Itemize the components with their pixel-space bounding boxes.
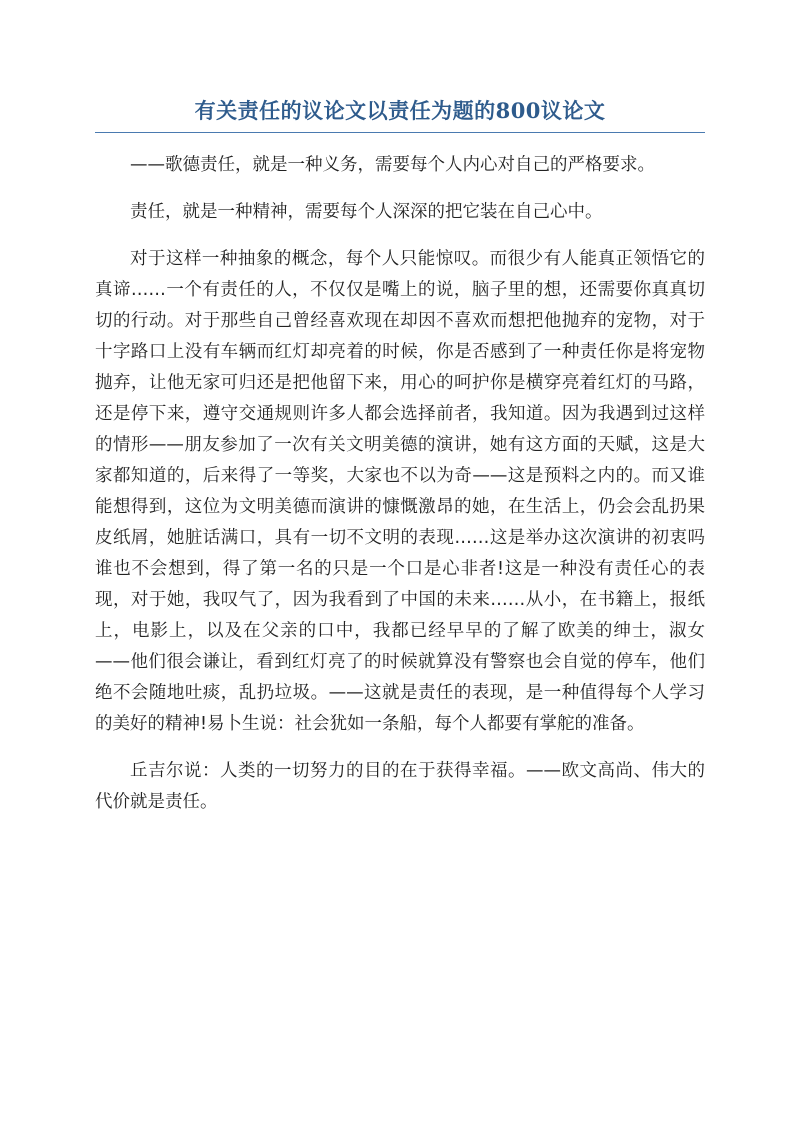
document-title: 有关责任的议论文以责任为题的800议论文 [194,98,606,123]
paragraph-main-essay: 对于这样一种抽象的概念，每个人只能惊叹。而很少有人能真正领悟它的真谛……一个有责任的人，不仅仅是嘴上的说，脑子里的想，还需要你真真切切的行动。对于那些自己曾经喜欢现在却因不喜欢而想把他抛弃的宠物，对于十字路口上没有车辆而红灯却亮着的时候，你是否感到了一种责任你是将宠物抛弃，让他无家可归还是把他留下来，用心的呵护你是横穿亮着红灯的马路，还是停下来，遵守交通规则许多人都会选择前者，我知道。因为我遇到过这样的情形——朋友参加了一次有关文明美德的演讲，她有这方面的天赋，这是大家都知道的，后来得了一等奖，大家也不以为奇——这是预料之内的。而又谁能想得到，这位为文明美德而演讲的慷慨激昂的她，在生活上，仍会会乱扔果皮纸屑，她脏话满口，具有一切不文明的表现……这是举办这次演讲的初衷吗谁也不会想到，得了第一名的只是一个口是心非者!这是一种没有责任心的表现，对于她，我叹气了，因为我看到了中国的未来……从小，在书籍上，报纸上，电影上，以及在父亲的口中，我都已经早早的了解了欧美的绅士，淑女——他们很会谦让，看到红灯亮了的时候就算没有警察也会自觉的停车，他们绝不会随地吐痰，乱扔垃圾。——这就是责任的表现，是一种值得每个人学习的美好的精神!易卜生说：社会犹如一条船，每个人都要有掌舵的准备。 [95,249,705,734]
paragraph-goethe-quote: ——歌德责任，就是一种义务，需要每个人内心对自己的严格要求。 [130,155,655,175]
paragraph-churchill-quote: 丘吉尔说：人类的一切努力的目的在于获得幸福。——欧文高尚、伟大的代价就是责任。 [95,761,705,812]
title-underline [95,132,705,133]
paragraph-responsibility-spirit: 责任，就是一种精神，需要每个人深深的把它装在自己心中。 [130,202,603,222]
document-body [95,150,705,834]
